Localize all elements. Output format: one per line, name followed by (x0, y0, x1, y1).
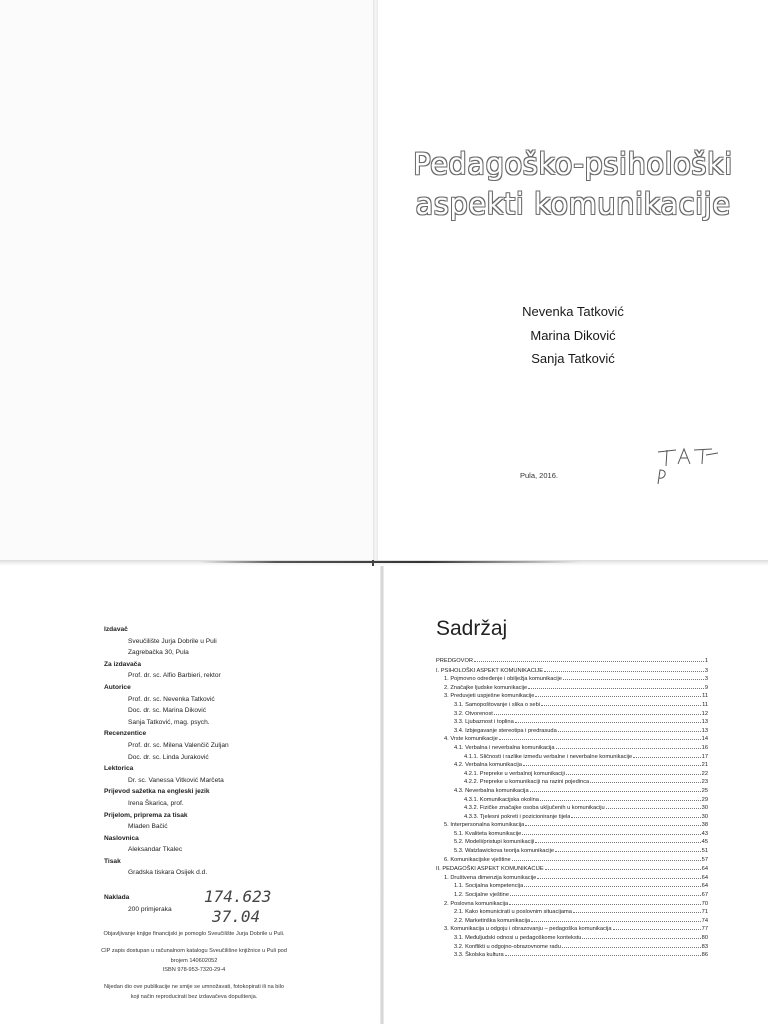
toc-entry (436, 951, 708, 960)
toc-entry-page: 43 (701, 830, 708, 837)
toc-entry-label: 4.3.2. Fizičke značajke osoba uključenih u komunikaciju (464, 805, 605, 812)
toc-entry-page: 16 (701, 744, 708, 751)
toc-entry (436, 917, 708, 926)
toc-entry-label: 3. Komunikacija u odgoju i obrazovanju – pedagoška komunikacija (444, 926, 612, 933)
toc-leader-dots (522, 830, 700, 835)
toc-entry-label: 2.1. Kako komunicirati u poslovnim situacijama (454, 909, 572, 916)
edition-value: 200 primjeraka (128, 905, 172, 913)
toc-entry-page: 83 (701, 943, 708, 950)
imprint-label: Autorice (104, 683, 131, 691)
toc-entry-page: 13 (701, 727, 708, 734)
toc-entry-label: 3.3. Ljubaznost i toplina (454, 719, 514, 726)
title-page (378, 0, 768, 560)
imprint-value: Doc. dr. sc. Marina Diković (128, 707, 207, 715)
imprint-value: Prof. dr. sc. Alfio Barbieri, rektor (128, 672, 221, 680)
toc-entry-page: 57 (701, 856, 708, 863)
book-title (378, 144, 768, 224)
toc-entry-page: 80 (701, 935, 708, 941)
toc-leader-dots (573, 908, 701, 913)
toc-entry (436, 874, 708, 883)
toc-entry-page: 3 (704, 676, 708, 683)
toc-entry-page: 21 (701, 762, 708, 769)
toc-entry-label: 1. Društvena dimenzija komunikacije (444, 874, 537, 881)
toc-leader-dots (505, 951, 701, 956)
toc-entry (436, 925, 708, 934)
contents-page (384, 566, 768, 1024)
toc-entry-page: 70 (701, 900, 708, 907)
toc-entry-page: 86 (701, 952, 708, 959)
toc-entry-page: 12 (701, 710, 708, 717)
edition-size (104, 892, 172, 915)
toc-entry-label: 4.2.2. Prepreke u komunikaciji na razini pojedinca (464, 779, 590, 786)
toc-entry (436, 934, 708, 943)
imprint-value: Sanja Tatković, mag. psych. (128, 718, 210, 726)
title-line-1: Pedagoško-psihološki (413, 147, 733, 181)
toc-entry-label: 4.2.1. Prepreke u verbalnoj komunikaciji (464, 770, 565, 777)
toc-entry-page: 71 (701, 909, 708, 916)
toc-entry-label: 4.1. Verbalna i neverbalna komunikacija (454, 744, 555, 751)
toc-entry-page: 67 (701, 892, 708, 899)
toc-entry (436, 753, 708, 762)
toc-leader-dots (562, 943, 701, 948)
contents-title: Sadržaj (436, 617, 508, 640)
toc-leader-dots (556, 744, 701, 749)
toc-entry-label: 3.1. Samopoštovanje i slika o sebi (454, 701, 540, 708)
imprint-label: Za izdavača (104, 660, 142, 668)
imprint-label: Izdavač (104, 626, 128, 633)
toc-entry-label: II. PEDAGOŠKI ASPEKT KOMUNIKACIJE (436, 866, 544, 873)
funding-note: Objavljivanje knjige financijski je pomoglo Sveučilište Jurja Dobrile u Puli. (103, 931, 285, 937)
toc-entry (436, 908, 708, 917)
toc-entry-label: 6. Komunikacijske vještine (444, 856, 511, 863)
toc-entry-page: 9 (704, 684, 708, 691)
imprint-label: Prijevod sažetka na engleski jezik (104, 788, 210, 796)
toc-entry-label: 5.1. Kvaliteta komunikacije (454, 830, 522, 837)
author-list (378, 300, 768, 371)
imprint-value: Irena Škarica, prof. (128, 799, 184, 807)
toc-leader-dots (537, 874, 700, 879)
author-name: Sanja Tatković (531, 351, 615, 366)
toc-entry-page: 13 (701, 719, 708, 726)
toc-leader-dots (606, 804, 701, 809)
toc-entry (436, 684, 708, 693)
imprint-label: Naslovnica (104, 834, 139, 842)
imprint-value: Prof. dr. sc. Milena Valenčič Zuljan (128, 741, 229, 749)
imprint-label: Prijelom, priprema za tisak (104, 811, 188, 819)
toc-entry (436, 710, 708, 719)
toc-entry (436, 900, 708, 909)
author-name: Nevenka Tatković (522, 304, 624, 319)
handwritten-inventory-number (186, 884, 296, 932)
toc-entry (436, 891, 708, 900)
imprint-value: Sveučilište Jurja Dobrile u Puli (128, 637, 217, 645)
imprint-value: Prof. dr. sc. Nevenka Tatković (128, 695, 215, 703)
toc-entry (436, 727, 708, 736)
blank-page (0, 0, 373, 560)
toc-entry-label: 5.2. Modeli/pristupi komunikaciji (454, 839, 535, 846)
edition-label: Naklada (104, 894, 130, 901)
toc-entry-label: 3.1. Međuljudski odnosi u pedagoškome kontekstu (454, 935, 582, 941)
imprint-label: Tisak (104, 857, 121, 865)
toc-leader-dots (531, 917, 700, 922)
toc-entry-page: 64 (701, 883, 708, 890)
toc-entry (436, 770, 708, 779)
toc-entry-label: 5. Interpersonalna komunikacija (444, 822, 525, 829)
inventory-text: 174.623 (204, 887, 272, 906)
toc-entry (436, 804, 708, 813)
toc-entry (436, 787, 708, 796)
toc-entry-label: PREDGOVOR (436, 658, 473, 664)
isbn: ISBN 978-953-7320-29-4 (162, 967, 226, 974)
toc-entry-label: 4. Vrste komunikacije (444, 736, 498, 743)
toc-entry-label: 3.3. Školska kultura (454, 952, 504, 959)
toc-entry (436, 735, 708, 744)
imprint-value: Dr. sc. Vanessa Vitković Marčeta (128, 776, 224, 784)
toc-entry (436, 847, 708, 856)
toc-leader-dots (528, 684, 704, 689)
toc-leader-dots (633, 753, 700, 758)
toc-entry-label: 1.1. Socijalna kompetencija (454, 883, 524, 890)
toc-leader-dots (563, 675, 704, 680)
toc-entry-page: 45 (701, 839, 708, 846)
toc-leader-dots (540, 796, 701, 801)
toc-entry-page: 17 (701, 753, 708, 760)
imprint-value: Gradska tiskara Osijek d.d. (128, 869, 208, 877)
toc-entry-page: 38 (701, 822, 708, 829)
toc-entry-page: 64 (701, 866, 708, 873)
toc-entry (436, 813, 708, 822)
toc-entry-page: 23 (701, 779, 708, 786)
toc-entry-page: 3 (704, 667, 708, 674)
table-of-contents (436, 656, 708, 960)
toc-leader-dots (535, 838, 700, 843)
toc-entry (436, 701, 708, 710)
toc-entry-page: 74 (701, 917, 708, 924)
toc-leader-dots (494, 710, 701, 715)
toc-leader-dots (590, 778, 700, 783)
copyright-line: Nijedan dio ove publikacije ne smije se umnožavati, fotokopirati ili na bilo (103, 984, 285, 991)
toc-entry (436, 830, 708, 839)
toc-entry-page: 11 (702, 701, 708, 708)
toc-leader-dots (512, 856, 701, 861)
toc-leader-dots (510, 891, 701, 896)
toc-leader-dots (523, 761, 701, 766)
toc-entry-label: 4.3.3. Tjelesni pokreti i pozicioniranje tijela (464, 813, 571, 820)
toc-entry-label: 4.1.1. Sličnosti i razlike između verbalne i neverbalne komunikacije (464, 753, 633, 760)
toc-leader-dots (525, 821, 700, 826)
toc-entry-label: 2.2. Marketinška komunikacija (454, 917, 531, 924)
cip-line: CIP zapis dostupan u računalnom katalogu Sveučilišne knjižnice u Puli pod (101, 947, 287, 954)
toc-entry (436, 744, 708, 753)
handwritten-mark (650, 440, 730, 490)
toc-entry-page: 51 (701, 848, 708, 855)
author-name: Marina Diković (530, 327, 616, 343)
toc-entry-label: 4.3.1. Komunikacijska okolina (464, 796, 539, 803)
toc-leader-dots (530, 787, 701, 792)
imprint-label: Lektorica (104, 765, 134, 773)
toc-entry-page: 1 (704, 658, 708, 664)
toc-leader-dots (558, 727, 701, 732)
toc-entry-page: 30 (701, 805, 708, 812)
toc-entry (436, 761, 708, 770)
toc-entry (436, 838, 708, 847)
toc-leader-dots (571, 813, 700, 818)
imprint-value: Zagrebačka 30, Pula (128, 649, 189, 657)
toc-entry (436, 675, 708, 684)
toc-leader-dots (566, 770, 701, 775)
toc-entry (436, 865, 708, 874)
toc-entry (436, 778, 708, 787)
toc-leader-dots (524, 882, 700, 887)
toc-entry-page: 29 (701, 796, 708, 803)
imprint-value: Mladen Bačić (128, 823, 168, 831)
inventory-text-2: 37.04 (212, 907, 261, 926)
toc-leader-dots (545, 865, 701, 870)
toc-entry (436, 943, 708, 952)
toc-entry (436, 657, 708, 666)
toc-entry-label: 3. Preduvjeti uspješne komunikacije (444, 693, 535, 700)
fold-shadow-line (200, 561, 580, 563)
title-line-2: aspekti komunikacije (415, 187, 731, 221)
toc-entry-label: 4.3. Neverbalna komunikacija (454, 787, 529, 794)
toc-leader-dots (544, 667, 704, 672)
toc-entry (436, 856, 708, 865)
imprint-label: Recenzentice (104, 730, 147, 738)
cip-line: brojem 140602052 (170, 957, 218, 964)
toc-entry-label: 3.2. Otvorenost (454, 710, 493, 717)
toc-entry-page: 77 (701, 926, 708, 933)
toc-leader-dots (535, 692, 701, 697)
toc-entry-label: 2. Značajke ljudske komunikacije (444, 684, 528, 691)
toc-entry (436, 718, 708, 727)
toc-entry (436, 796, 708, 805)
toc-entry (436, 882, 708, 891)
imprint-page (0, 566, 380, 1024)
cip-note (44, 947, 344, 976)
toc-entry-page: 30 (701, 813, 708, 820)
toc-leader-dots (613, 925, 701, 930)
toc-entry-label: I. PSIHOLOŠKI ASPEKT KOMUNIKACIJE (436, 667, 544, 674)
toc-leader-dots (474, 657, 704, 662)
copyright-line: koji način reproducirati bez izdavačeva dopuštenja. (130, 993, 258, 1000)
toc-leader-dots (499, 735, 701, 740)
place-year: Pula, 2016. (520, 471, 558, 480)
toc-entry (436, 692, 708, 701)
toc-entry-page: 22 (701, 770, 708, 777)
toc-entry-page: 25 (701, 787, 708, 794)
imprint-value: Doc. dr. sc. Linda Juraković (128, 753, 209, 761)
toc-entry-label: 4.2. Verbalna komunikacija (454, 762, 522, 769)
toc-entry-label: 3.2. Konflikti u odgojno-obrazovnome radu (454, 943, 561, 950)
toc-leader-dots (515, 718, 701, 723)
toc-entry (436, 667, 708, 676)
imprint-value: Aleksandar Tkalec (128, 846, 183, 854)
toc-entry-label: 5.3. Watzlawickova teorija komunikacije (454, 848, 554, 855)
toc-entry-label: 3.4. Izbjegavanje stereotipa i predrasuda (454, 727, 557, 734)
publication-notes (44, 930, 344, 1010)
toc-leader-dots (582, 934, 700, 939)
toc-leader-dots (509, 900, 700, 905)
toc-leader-dots (541, 701, 701, 706)
copyright-note (44, 983, 344, 1003)
toc-entry-page: 64 (701, 874, 708, 881)
toc-entry-label: 2. Poslovna komunikacija (444, 900, 509, 907)
toc-entry-page: 14 (701, 736, 708, 743)
toc-entry (436, 821, 708, 830)
toc-entry-page: 11 (702, 693, 708, 700)
toc-leader-dots (555, 847, 701, 852)
toc-entry-label: 1. Pojmovno određenje i obilježja komunikacije (444, 676, 562, 683)
toc-entry-label: 1.2. Socijalne vještine (454, 892, 510, 899)
imprint-list (104, 624, 354, 879)
